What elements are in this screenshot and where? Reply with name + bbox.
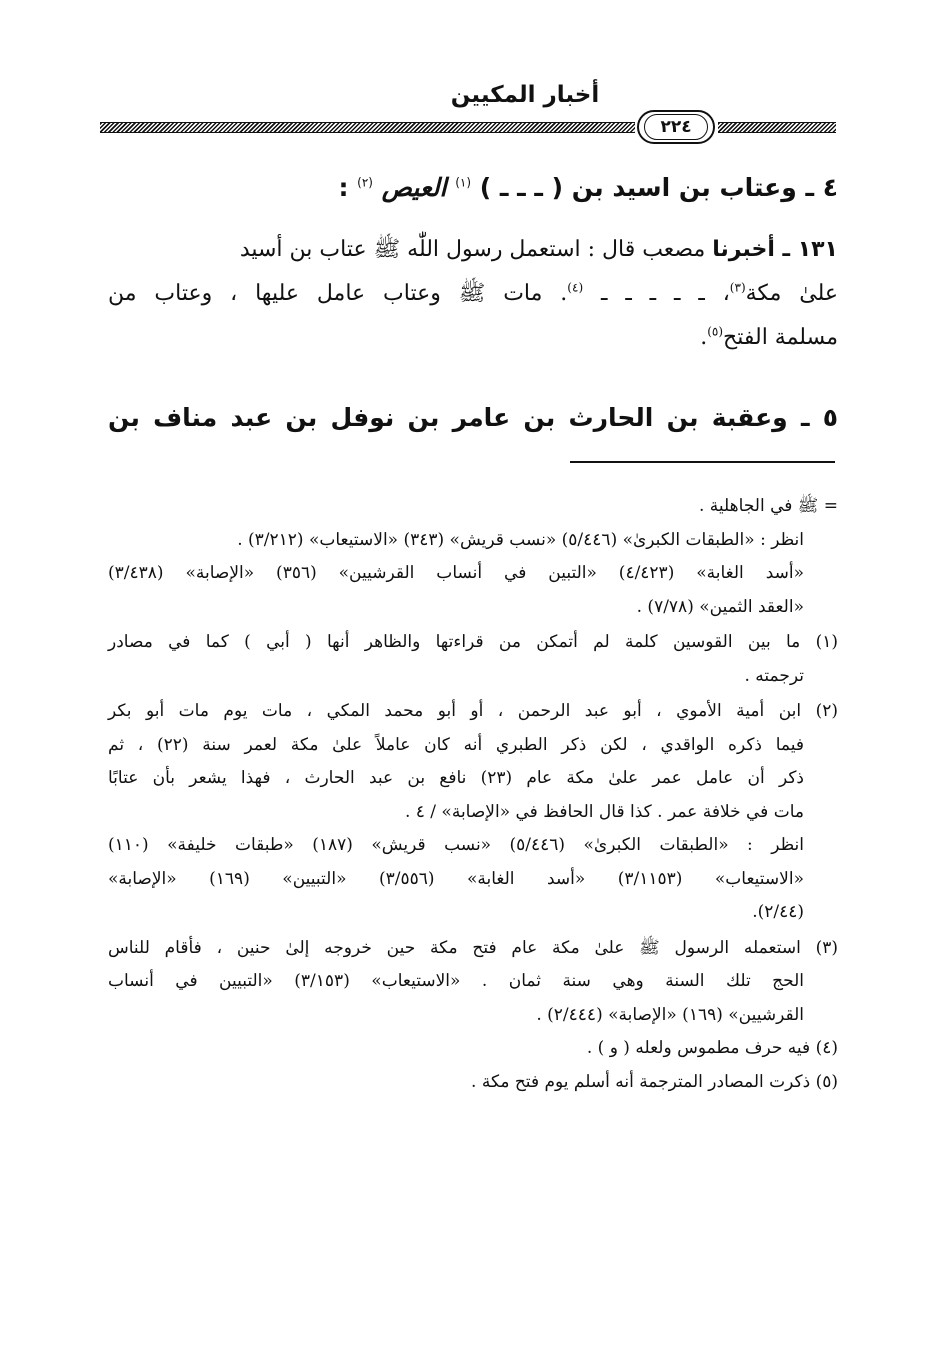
header-rule-left: [100, 122, 635, 133]
footnote-ref-4: (٤): [567, 280, 584, 295]
entry-4-heading-name: العيص: [381, 173, 447, 202]
footnote-1-line-1: (١) ما بين القوسين كلمة لم أتمكن من قراءتها والظاهر أنها ( أبي ) كما في مصادر: [108, 632, 838, 652]
report-131-line-3: [108, 316, 838, 360]
page-number: ٢٢٤: [644, 114, 708, 140]
report-131: [108, 228, 838, 360]
footnote-ref-3: (٣): [729, 280, 746, 295]
footnote-2: [108, 695, 838, 930]
footnote-2-line-6: «الاستيعاب» (٣/١١٥٣) «أسد الغابة» (٣/٥٥٦) «التبيين» (١٦٩) «الإصابة»: [108, 868, 804, 889]
report-131-line-3-a: مسلمة الفتح: [723, 325, 838, 350]
report-131-line-2-c: . مات ﷺ وعتاب عامل عليها ، وعتاب من: [108, 281, 568, 306]
report-131-line-2-b: ، ـ ـ ـ ـ ـ: [583, 281, 730, 306]
entry-5-heading-block: [108, 398, 838, 438]
footnote-1: [108, 626, 838, 693]
footnote-1-line-2: ترجمته .: [744, 665, 804, 686]
entry-4-heading: [108, 168, 838, 208]
entry-4-heading-block: [108, 168, 838, 208]
footnote-3-line-3: القرشيين» (١٦٩) «الإصابة» (٢/٤٤٤) .: [536, 1004, 804, 1025]
footnote-continuation-line-2: انظر : «الطبقات الكبرىٰ» (٥/٤٤٦) «نسب قريش» (٣٤٣) «الاستيعاب» (٣/٢١٢) .: [237, 529, 804, 550]
entry-5-heading: ٥ ـ وعقبة بن الحارث بن عامر بن نوفل بن عبد مناف بن: [108, 403, 838, 432]
footnote-2-line-1: (٢) ابن أمية الأموي ، أبو عبد الرحمن ، أو أبو محمد المكي ، مات يوم مات أبو بكر: [108, 701, 838, 721]
footnote-continuation-line-1: = ﷺ في الجاهلية .: [699, 496, 838, 516]
report-131-line-3-b: .: [700, 325, 708, 350]
footnote-5-line-1: (٥) ذكرت المصادر المترجمة أنه أسلم يوم فتح مكة .: [471, 1071, 838, 1092]
footnote-continuation-line-3: «أسد الغابة» (٤/٤٢٣) «التبين في أنساب القرشيين» (٣٥٦) «الإصابة» (٣/٤٣٨): [108, 563, 804, 583]
footnote-3-line-1: (٣) استعمله الرسول ﷺ علىٰ مكة عام فتح مكة حين خروجه إلىٰ حنين ، فأقام للناس: [108, 937, 838, 958]
footnote-continuation: [108, 490, 838, 624]
footnote-ref-5: (٥): [707, 324, 724, 339]
footnote-4-line-1: (٤) فيه حرف مطموس ولعله ( و ) .: [586, 1038, 838, 1058]
footnote-ref-1: (١): [455, 175, 472, 190]
report-131-line-2-a: علىٰ مكة: [745, 281, 838, 306]
running-title: أخبار المكيين: [450, 82, 600, 108]
entry-4-heading-suffix: :: [338, 173, 349, 202]
entry-4-heading-prefix: ٤ ـ وعتاب بن اسيد بن ( ـ ـ ـ ): [479, 173, 838, 202]
footnote-continuation-line-4: «العقد الثمين» (٧/٧٨) .: [636, 596, 804, 617]
footnote-2-line-4: مات في خلافة عمر . كذا قال الحافظ في «الإصابة» / ٤ .: [404, 801, 804, 822]
report-131-line-2: [108, 272, 838, 316]
footnotes: [108, 490, 838, 1099]
footnote-5: [108, 1066, 838, 1100]
report-131-line-1-text: مصعب قال : استعمل رسول اللّٰه ﷺ عتاب بن أسيد: [239, 237, 713, 262]
footnote-2-line-2: فيما ذكره الواقدي ، لكن ذكر الطبري أنه كان عاملاً علىٰ مكة لعمر سنة (٢٢) ، ثم: [108, 734, 804, 755]
footnote-2-line-3: ذكر أن عامل عمر علىٰ مكة عام (٢٣) نافع بن عبد الحارث ، فهذا يشعر بأن عتابًا: [108, 768, 804, 788]
page-number-badge: [637, 110, 715, 144]
footnote-2-line-5: انظر : «الطبقات الكبرىٰ» (٥/٤٤٦) «نسب قريش» (١٨٧) «طبقات خليفة» (١١٠): [108, 835, 804, 855]
report-131-line-1: [108, 228, 838, 272]
footnote-2-line-7: (٢/٤٤).: [752, 902, 804, 922]
footnote-4: [108, 1032, 838, 1066]
footnote-separator: [570, 461, 835, 463]
footnote-3-line-2: الحج تلك السنة وهي سنة ثمان . «الاستيعاب» (٣/١٥٣) «التبيين في أنساب: [108, 971, 805, 991]
header-rule-right: [718, 122, 836, 133]
footnote-3: [108, 932, 838, 1033]
report-131-number: ١٣١ ـ أخبرنا: [712, 237, 838, 262]
footnote-ref-2: (٢): [357, 175, 373, 190]
